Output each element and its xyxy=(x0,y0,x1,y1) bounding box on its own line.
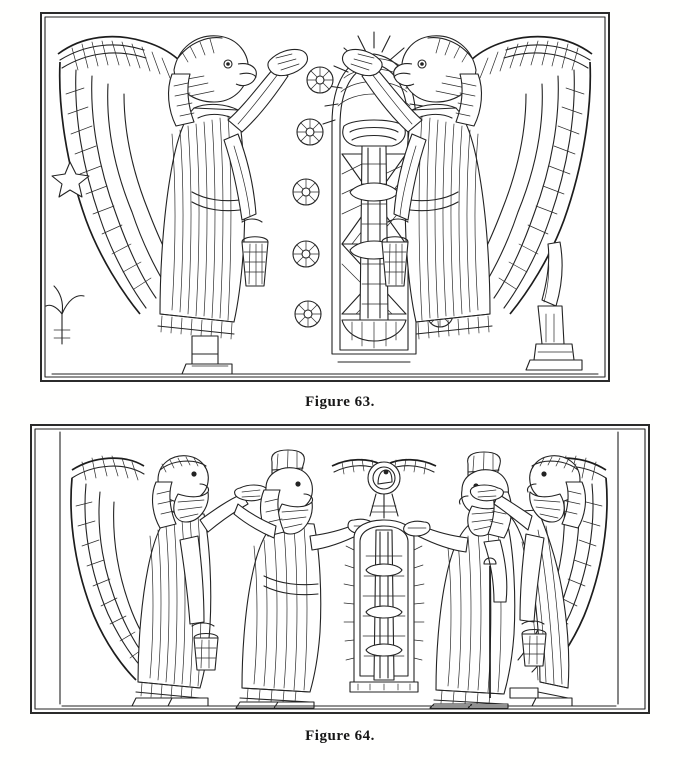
bucket-left xyxy=(242,219,268,286)
figure-63-caption: Figure 63. xyxy=(305,394,375,410)
rosette xyxy=(293,179,319,205)
rosette xyxy=(293,241,319,267)
figure-64-artwork xyxy=(32,426,648,712)
winged-sun-disk xyxy=(332,459,436,518)
rosette xyxy=(295,301,321,327)
figure-64-caption: Figure 64. xyxy=(305,728,375,744)
plant-ornament-left xyxy=(46,286,84,344)
rosette xyxy=(297,119,323,145)
winged-genius-left xyxy=(71,456,268,706)
figure-63-artwork xyxy=(42,14,608,380)
rosette xyxy=(307,67,333,93)
sacred-tree-small xyxy=(344,520,424,692)
left-wing-lower xyxy=(46,62,178,344)
star-ornament-left xyxy=(52,162,89,197)
